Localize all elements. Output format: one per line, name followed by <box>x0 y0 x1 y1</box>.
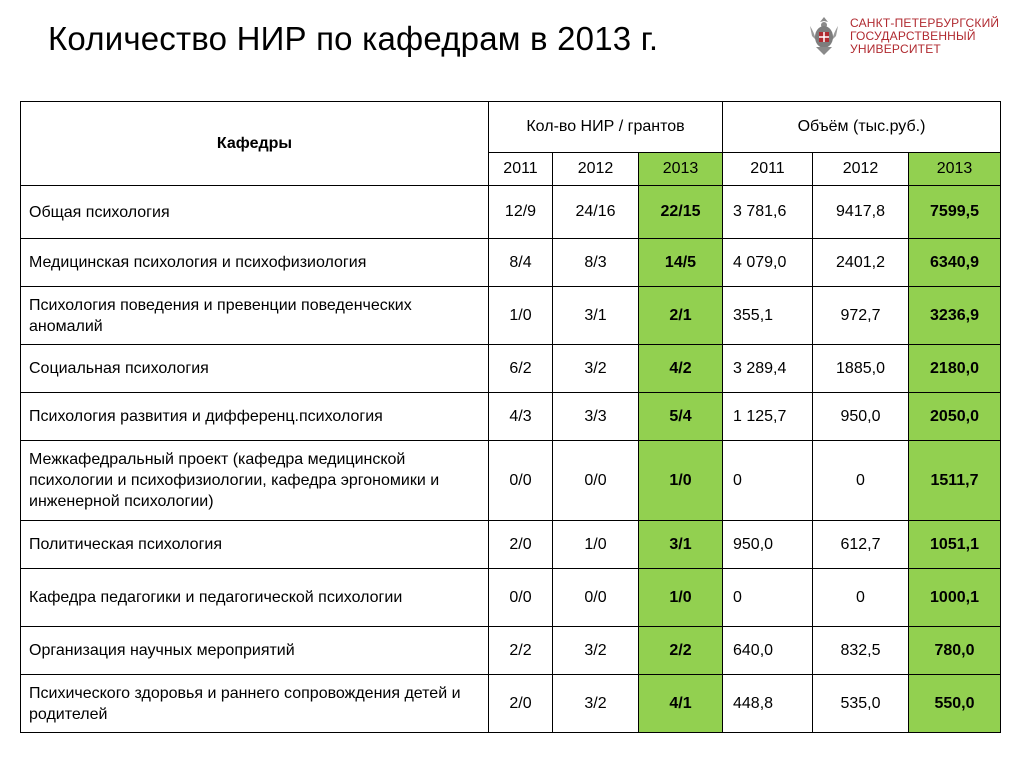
volume-2011: 0 <box>723 441 813 521</box>
count-2012: 24/16 <box>553 186 639 239</box>
table-row <box>21 345 1001 393</box>
count-2012: 3/3 <box>553 393 639 441</box>
count-2012: 0/0 <box>553 569 639 627</box>
volume-2012: 972,7 <box>813 287 909 345</box>
volume-2012: 832,5 <box>813 627 909 675</box>
volume-2012: 950,0 <box>813 393 909 441</box>
volume-2013: 7599,5 <box>909 186 1001 239</box>
header-departments: Кафедры <box>21 102 489 186</box>
count-2013: 4/2 <box>639 345 723 393</box>
volume-2011: 950,0 <box>723 521 813 569</box>
count-2011: 2/0 <box>489 675 553 733</box>
count-2013: 22/15 <box>639 186 723 239</box>
count-2013: 2/2 <box>639 627 723 675</box>
emblem-icon <box>804 14 844 58</box>
count-2013: 1/0 <box>639 569 723 627</box>
logo-line-1: САНКТ-ПЕТЕРБУРГСКИЙ <box>850 15 1000 30</box>
volume-2011: 0 <box>723 569 813 627</box>
volume-2013: 1051,1 <box>909 521 1001 569</box>
count-2012: 3/2 <box>553 675 639 733</box>
count-2013: 5/4 <box>639 393 723 441</box>
department-name: Медицинская психология и психофизиология <box>21 239 489 287</box>
header-year-highlight: 2013 <box>639 153 723 186</box>
research-table <box>20 101 1001 733</box>
table-row <box>21 186 1001 239</box>
department-name: Межкафедральный проект (кафедра медицинской психологии и психофизиологии, кафедра эргономики и инженерной психологии) <box>21 441 489 521</box>
count-2013: 14/5 <box>639 239 723 287</box>
count-2011: 1/0 <box>489 287 553 345</box>
volume-2013: 1000,1 <box>909 569 1001 627</box>
count-2012: 1/0 <box>553 521 639 569</box>
volume-2013: 550,0 <box>909 675 1001 733</box>
volume-2012: 1885,0 <box>813 345 909 393</box>
count-2011: 12/9 <box>489 186 553 239</box>
count-2012: 0/0 <box>553 441 639 521</box>
logo-line-2: ГОСУДАРСТВЕННЫЙ <box>850 28 976 43</box>
table-row <box>21 569 1001 627</box>
volume-2012: 2401,2 <box>813 239 909 287</box>
count-2012: 8/3 <box>553 239 639 287</box>
volume-2012: 9417,8 <box>813 186 909 239</box>
count-2011: 8/4 <box>489 239 553 287</box>
volume-2013: 780,0 <box>909 627 1001 675</box>
table-row <box>21 441 1001 521</box>
volume-2011: 640,0 <box>723 627 813 675</box>
count-2012: 3/2 <box>553 627 639 675</box>
volume-2013: 1511,7 <box>909 441 1001 521</box>
header-year: 2012 <box>553 153 639 186</box>
table-row <box>21 627 1001 675</box>
volume-2012: 0 <box>813 569 909 627</box>
volume-2011: 355,1 <box>723 287 813 345</box>
volume-2011: 4 079,0 <box>723 239 813 287</box>
department-name: Психология развития и дифференц.психология <box>21 393 489 441</box>
header-year: 2011 <box>489 153 553 186</box>
department-name: Организация научных мероприятий <box>21 627 489 675</box>
volume-2011: 3 289,4 <box>723 345 813 393</box>
header-year-highlight: 2013 <box>909 153 1001 186</box>
count-2011: 2/0 <box>489 521 553 569</box>
volume-2011: 3 781,6 <box>723 186 813 239</box>
header-year: 2012 <box>813 153 909 186</box>
count-2011: 6/2 <box>489 345 553 393</box>
count-2013: 2/1 <box>639 287 723 345</box>
department-name: Социальная психология <box>21 345 489 393</box>
count-2013: 3/1 <box>639 521 723 569</box>
volume-2012: 612,7 <box>813 521 909 569</box>
department-name: Психология поведения и превенции поведенческих аномалий <box>21 287 489 345</box>
count-2012: 3/2 <box>553 345 639 393</box>
logo-line-3: УНИВЕРСИТЕТ <box>850 41 941 56</box>
table-row <box>21 521 1001 569</box>
slide-title: Количество НИР по кафедрам в 2013 г. <box>48 20 659 57</box>
volume-2011: 448,8 <box>723 675 813 733</box>
header-year: 2011 <box>723 153 813 186</box>
department-name: Кафедра педагогики и педагогической психологии <box>21 569 489 627</box>
logo-text <box>850 17 999 56</box>
count-2013: 1/0 <box>639 441 723 521</box>
table-row <box>21 675 1001 733</box>
department-name: Политическая психология <box>21 521 489 569</box>
count-2012: 3/1 <box>553 287 639 345</box>
count-2013: 4/1 <box>639 675 723 733</box>
department-name: Общая психология <box>21 186 489 239</box>
count-2011: 0/0 <box>489 441 553 521</box>
count-2011: 4/3 <box>489 393 553 441</box>
header-volume: Объём (тыс.руб.) <box>723 102 1001 153</box>
volume-2013: 3236,9 <box>909 287 1001 345</box>
volume-2012: 535,0 <box>813 675 909 733</box>
volume-2013: 6340,9 <box>909 239 1001 287</box>
volume-2013: 2180,0 <box>909 345 1001 393</box>
count-2011: 0/0 <box>489 569 553 627</box>
volume-2012: 0 <box>813 441 909 521</box>
university-logo <box>804 14 999 58</box>
volume-2011: 1 125,7 <box>723 393 813 441</box>
volume-2013: 2050,0 <box>909 393 1001 441</box>
table-row <box>21 287 1001 345</box>
table-row <box>21 393 1001 441</box>
table-row <box>21 239 1001 287</box>
header-count: Кол-во НИР / грантов <box>489 102 723 153</box>
count-2011: 2/2 <box>489 627 553 675</box>
department-name: Психического здоровья и раннего сопровождения детей и родителей <box>21 675 489 733</box>
